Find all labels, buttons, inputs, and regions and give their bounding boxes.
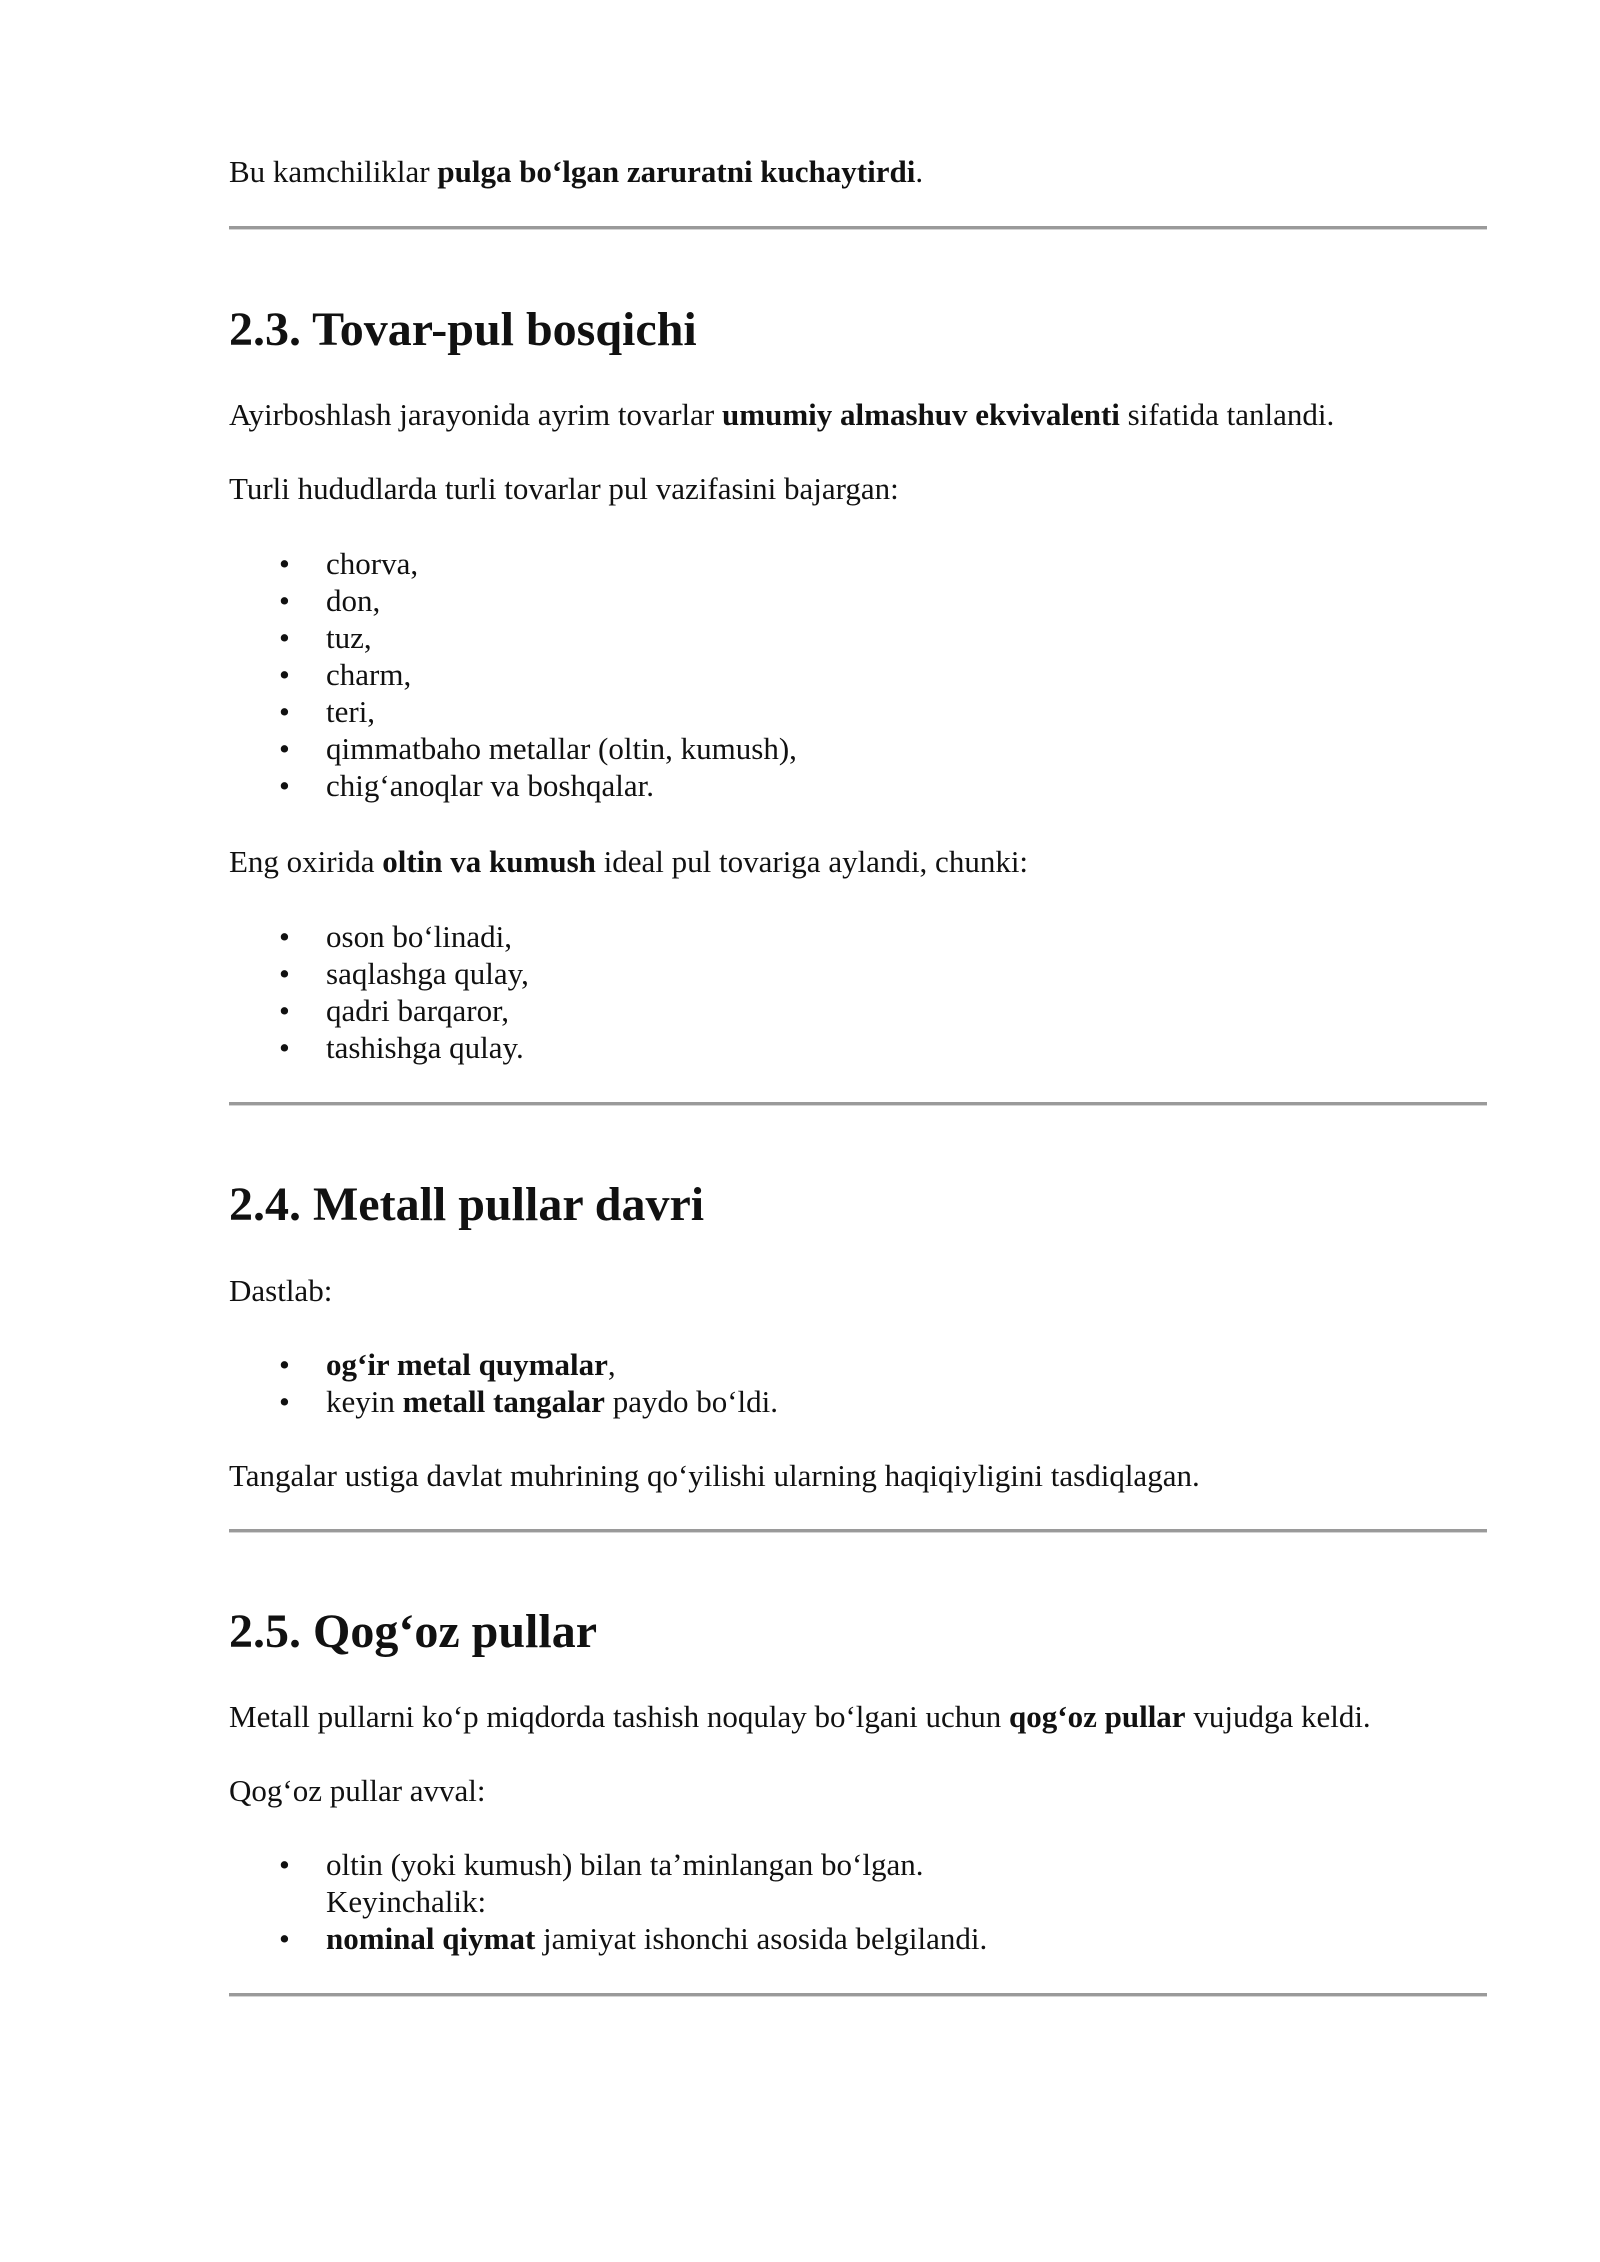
bullet-icon: •	[279, 768, 290, 803]
section-heading-2-5: 2.5. Qogʻoz pullar	[229, 1605, 597, 1658]
list-item	[229, 1029, 529, 1066]
s24-list-metal-money	[229, 1346, 778, 1420]
list-item	[229, 1846, 987, 1883]
list-item-text: oson boʻlinadi,	[326, 919, 512, 954]
list-item-text: chigʻanoqlar va boshqalar.	[326, 768, 654, 803]
s23-list-money-goods	[229, 545, 797, 804]
s23-p1-tail: sifatida tanlandi.	[1119, 397, 1335, 432]
bullet-icon: •	[279, 583, 290, 618]
bullet-icon: •	[279, 956, 290, 991]
divider	[229, 1993, 1487, 1997]
list-item-text: charm,	[326, 657, 412, 692]
list-item-text: teri,	[326, 694, 376, 729]
intro-tail: .	[915, 154, 924, 189]
s24-paragraph-1: Dastlab:	[229, 1273, 333, 1308]
bullet-icon: •	[279, 919, 290, 954]
list-item	[229, 619, 797, 656]
s25-p1-tail: vujudga keldi.	[1185, 1699, 1371, 1734]
section-heading-2-3: 2.3. Tovar-pul bosqichi	[229, 303, 697, 356]
s23-p1-bold: umumiy almashuv ekvivalenti	[722, 397, 1120, 432]
s25-p1-bold: qogʻoz pullar	[1009, 1699, 1186, 1734]
list-item-bold: nominal qiymat	[326, 1921, 536, 1956]
list-item	[229, 955, 529, 992]
list-item-text: tuz,	[326, 620, 372, 655]
s23-list-gold-qualities	[229, 918, 529, 1066]
list-item-text: keyin	[326, 1384, 403, 1419]
list-item	[229, 582, 797, 619]
s23-p1-text: Ayirboshlash jarayonida ayrim tovarlar	[229, 397, 723, 432]
list-item	[229, 767, 797, 804]
list-item-text: tashishga qulay.	[326, 1030, 524, 1065]
s23-paragraph-2: Turli hududlarda turli tovarlar pul vazifasini bajargan:	[229, 471, 899, 506]
list-item	[229, 1383, 778, 1420]
s23-paragraph-1	[229, 396, 1334, 433]
list-item	[229, 918, 529, 955]
list-item	[229, 656, 797, 693]
list-item-text: chorva,	[326, 546, 419, 581]
intro-bold: pulga boʻlgan zaruratni kuchaytirdi	[437, 154, 916, 189]
list-item-tail: jamiyat ishonchi asosida belgilandi.	[535, 1921, 988, 1956]
list-item	[229, 1346, 778, 1383]
list-item	[229, 992, 529, 1029]
bullet-icon: •	[279, 546, 290, 581]
bullet-icon: •	[279, 620, 290, 655]
list-item-continuation	[229, 1883, 987, 1920]
list-item-tail: paydo boʻldi.	[604, 1384, 779, 1419]
list-item-text: oltin (yoki kumush) bilan taʼminlangan boʻlgan.	[326, 1847, 924, 1882]
list-item	[229, 1920, 987, 1957]
bullet-icon: •	[279, 1384, 290, 1419]
bullet-icon: •	[279, 1030, 290, 1065]
bullet-icon: •	[279, 1921, 290, 1956]
divider	[229, 1102, 1487, 1106]
bullet-icon: •	[279, 694, 290, 729]
s24-paragraph-2: Tangalar ustiga davlat muhrining qoʻyilishi ularning haqiqiyligini tasdiqlagan.	[229, 1458, 1200, 1493]
list-item	[229, 730, 797, 767]
list-item-bold: ogʻir metal quymalar	[326, 1347, 608, 1382]
divider	[229, 226, 1487, 230]
intro-paragraph	[229, 153, 923, 190]
s25-p1-text: Metall pullarni koʻp miqdorda tashish noqulay boʻlgani uchun	[229, 1699, 1010, 1734]
list-item	[229, 545, 797, 582]
intro-text: Bu kamchiliklar	[229, 154, 438, 189]
bullet-icon: •	[279, 1847, 290, 1882]
list-item-text: qadri barqaror,	[326, 993, 509, 1028]
list-item-text: Keyinchalik:	[326, 1884, 487, 1919]
list-item-tail: ,	[607, 1347, 616, 1382]
list-item-text: qimmatbaho metallar (oltin, kumush),	[326, 731, 797, 766]
s23-p3-bold: oltin va kumush	[382, 844, 596, 879]
bullet-icon: •	[279, 657, 290, 692]
s23-p3-text: Eng oxirida	[229, 844, 383, 879]
list-item-text: don,	[326, 583, 381, 618]
s25-paragraph-2: Qogʻoz pullar avval:	[229, 1773, 486, 1808]
bullet-icon: •	[279, 993, 290, 1028]
bullet-icon: •	[279, 1347, 290, 1382]
s23-p3-tail: ideal pul tovariga aylandi, chunki:	[595, 844, 1029, 879]
section-heading-2-4: 2.4. Metall pullar davri	[229, 1178, 705, 1231]
divider	[229, 1529, 1487, 1533]
list-item	[229, 693, 797, 730]
s25-paragraph-1	[229, 1698, 1371, 1735]
list-item-text: saqlashga qulay,	[326, 956, 529, 991]
bullet-icon: •	[279, 731, 290, 766]
s23-paragraph-3	[229, 843, 1028, 880]
list-item-bold: metall tangalar	[402, 1384, 605, 1419]
s25-list-paper-money	[229, 1846, 987, 1957]
